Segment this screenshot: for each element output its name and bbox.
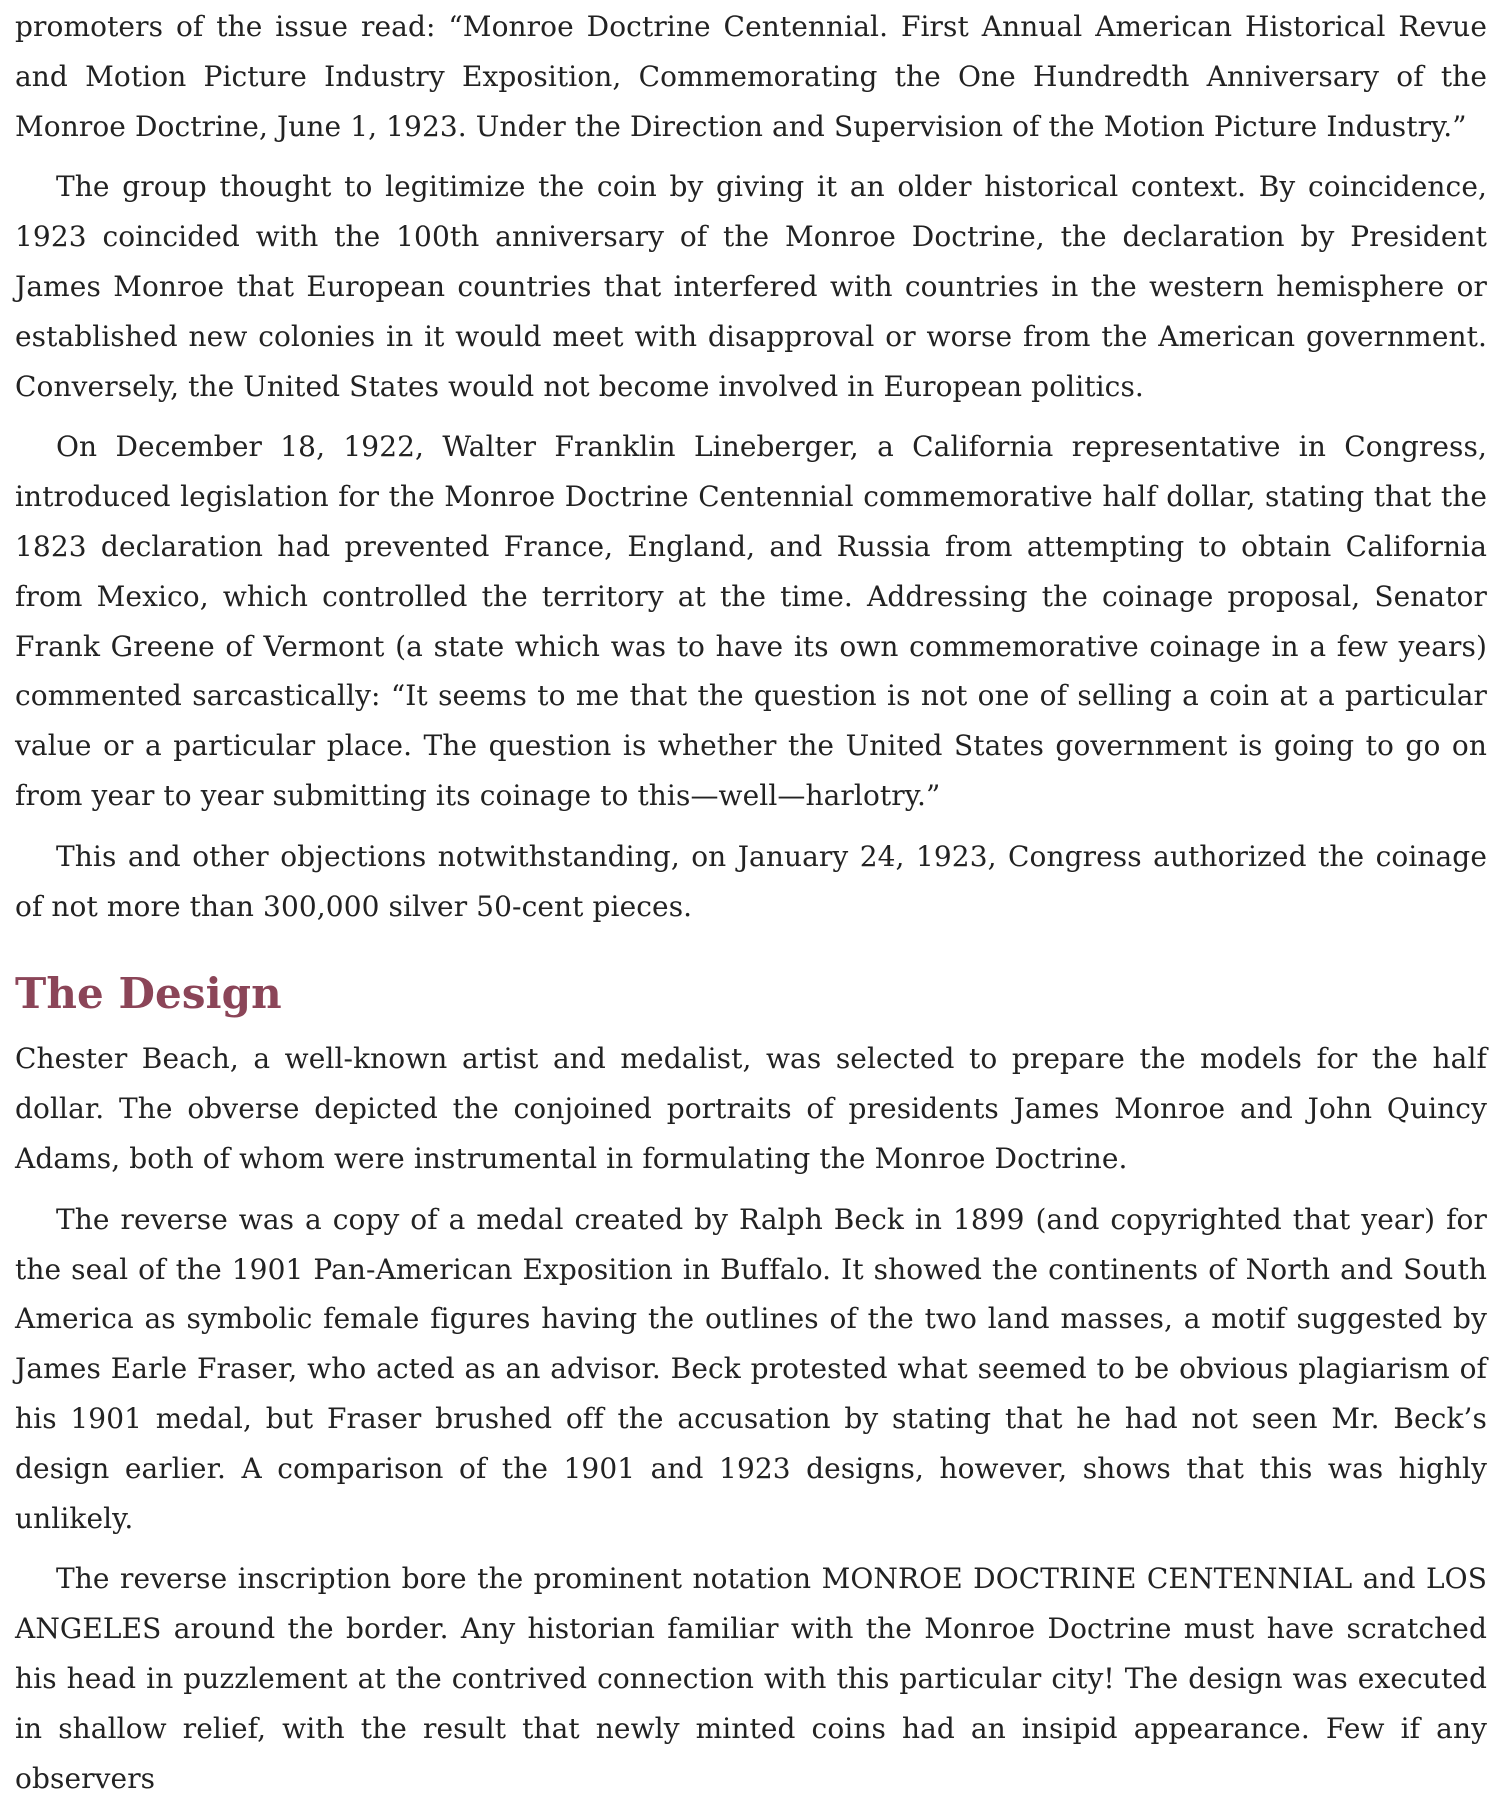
paragraph-continuation: promoters of the issue read: “Monroe Doctrine Centennial. First Annual American Historical Revue and Motion Picture Industry Exposition, Commemorating the One Hundredth Anniversary of the Monroe Doctrine, June 1, 1923. Under the Direction and Supervision of the Motion Picture Industry.” [15, 10, 1487, 143]
paragraph-reverse-inscription: The reverse inscription bore the prominent notation MONROE DOCTRINE CENTENNIAL and LOS ANGELES around the border. Any historian familiar with the Monroe Doctrine must have scratched his head in puzzlement at the contrived connection with this particular city! The design was executed in shallow relief, with the result that newly minted coins had an insipid appearance. Few if any observers [15, 1562, 1487, 1795]
section-heading-the-design: The Design [15, 969, 282, 1019]
paragraph-historical-context: The group thought to legitimize the coin by giving it an older historical context. By coincidence, 1923 coincided with the 100th anniversary of the Monroe Doctrine, the declaration by President James Monroe that European countries that interfered with countries in the western hemisphere or established new colonies in it would meet with disapproval or worse from the American government. Conversely, the United States would not become involved in European politics. [15, 170, 1487, 403]
paragraph-reverse-medal: The reverse was a copy of a medal created by Ralph Beck in 1899 (and copyrighted that year) for the seal of the 1901 Pan-American Exposition in Buffalo. It showed the continents of North and South America as symbolic female figures having the outlines of the two land masses, a motif suggested by James Earle Fraser, who acted as an advisor. Beck protested what seemed to be obvious plagiarism of his 1901 medal, but Fraser brushed off the accusation by stating that he had not seen Mr. Beck’s design earlier. A comparison of the 1901 and 1923 designs, however, shows that this was highly unlikely. [15, 1202, 1487, 1535]
paragraph-authorization: This and other objections notwithstanding, on January 24, 1923, Congress authorized the coinage of not more than 300,000 silver 50-cent pieces. [15, 839, 1487, 923]
paragraph-chester-beach: Chester Beach, a well-known artist and medalist, was selected to prepare the models for the half dollar. The obverse depicted the conjoined portraits of presidents James Monroe and John Quincy Adams, both of whom were instrumental in formulating the Monroe Doctrine. [15, 1042, 1487, 1175]
paragraph-legislation: On December 18, 1922, Walter Franklin Lineberger, a California representative in Congress, introduced legislation for the Monroe Doctrine Centennial commemorative half dollar, stating that the 1823 declaration had prevented France, England, and Russia from attempting to obtain California from Mexico, which controlled the territory at the time. Addressing the coinage proposal, Senator Frank Greene of Vermont (a state which was to have its own commemorative coinage in a few years) commented sarcastically: “It seems to me that the question is not one of selling a coin at a particular value or a particular place. The question is whether the United States government is going to go on from year to year submitting its coinage to this—well—harlotry.” [15, 430, 1487, 812]
article-body [15, 0, 1487, 1814]
